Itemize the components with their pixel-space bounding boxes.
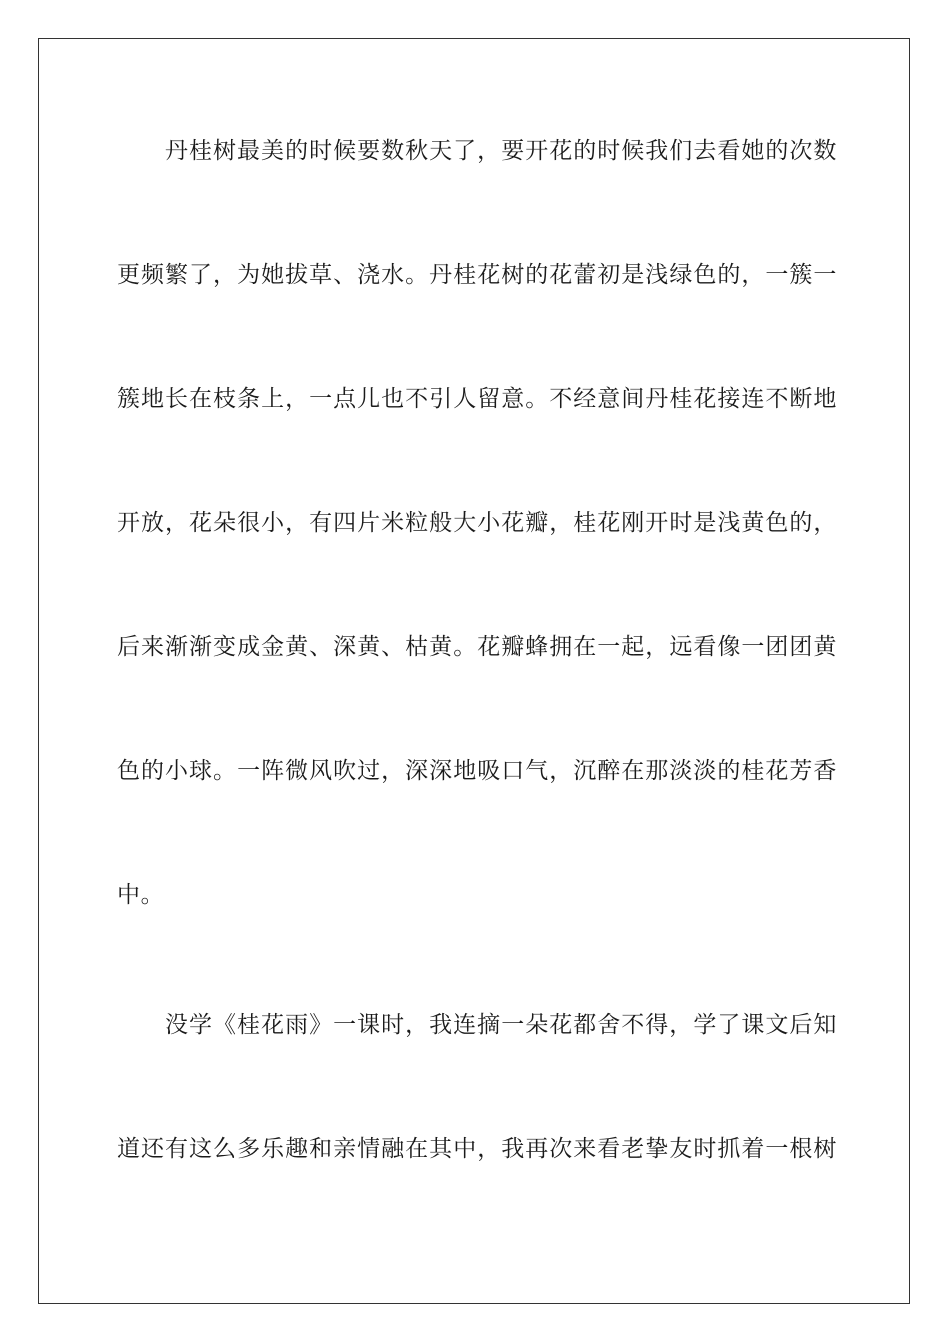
paragraph-1-line-1: 丹桂树最美的时候要数秋天了，要开花的时候我们去看她的次数 [165,138,837,164]
paragraph-1-line-2: 更频繁了，为她拔草、浇水。丹桂花树的花蕾初是浅绿色的，一簇一 [117,262,837,288]
paragraph-2-line-2: 道还有这么多乐趣和亲情融在其中，我再次来看老挚友时抓着一根树 [117,1136,837,1162]
paragraph-1-line-6: 色的小球。一阵微风吹过，深深地吸口气，沉醉在那淡淡的桂花芳香 [117,758,837,784]
paragraph-2-line-1: 没学《桂花雨》一课时，我连摘一朵花都舍不得，学了课文后知 [165,1012,837,1038]
paragraph-1-line-3: 簇地长在枝条上，一点儿也不引人留意。不经意间丹桂花接连不断地 [117,386,837,412]
paragraph-1-line-7: 中。 [117,882,165,908]
paragraph-1-line-5: 后来渐渐变成金黄、深黄、枯黄。花瓣蜂拥在一起，远看像一团团黄 [117,634,837,660]
paragraph-1-line-4: 开放，花朵很小，有四片米粒般大小花瓣，桂花刚开时是浅黄色的， [117,510,837,536]
page-border [38,38,910,1304]
